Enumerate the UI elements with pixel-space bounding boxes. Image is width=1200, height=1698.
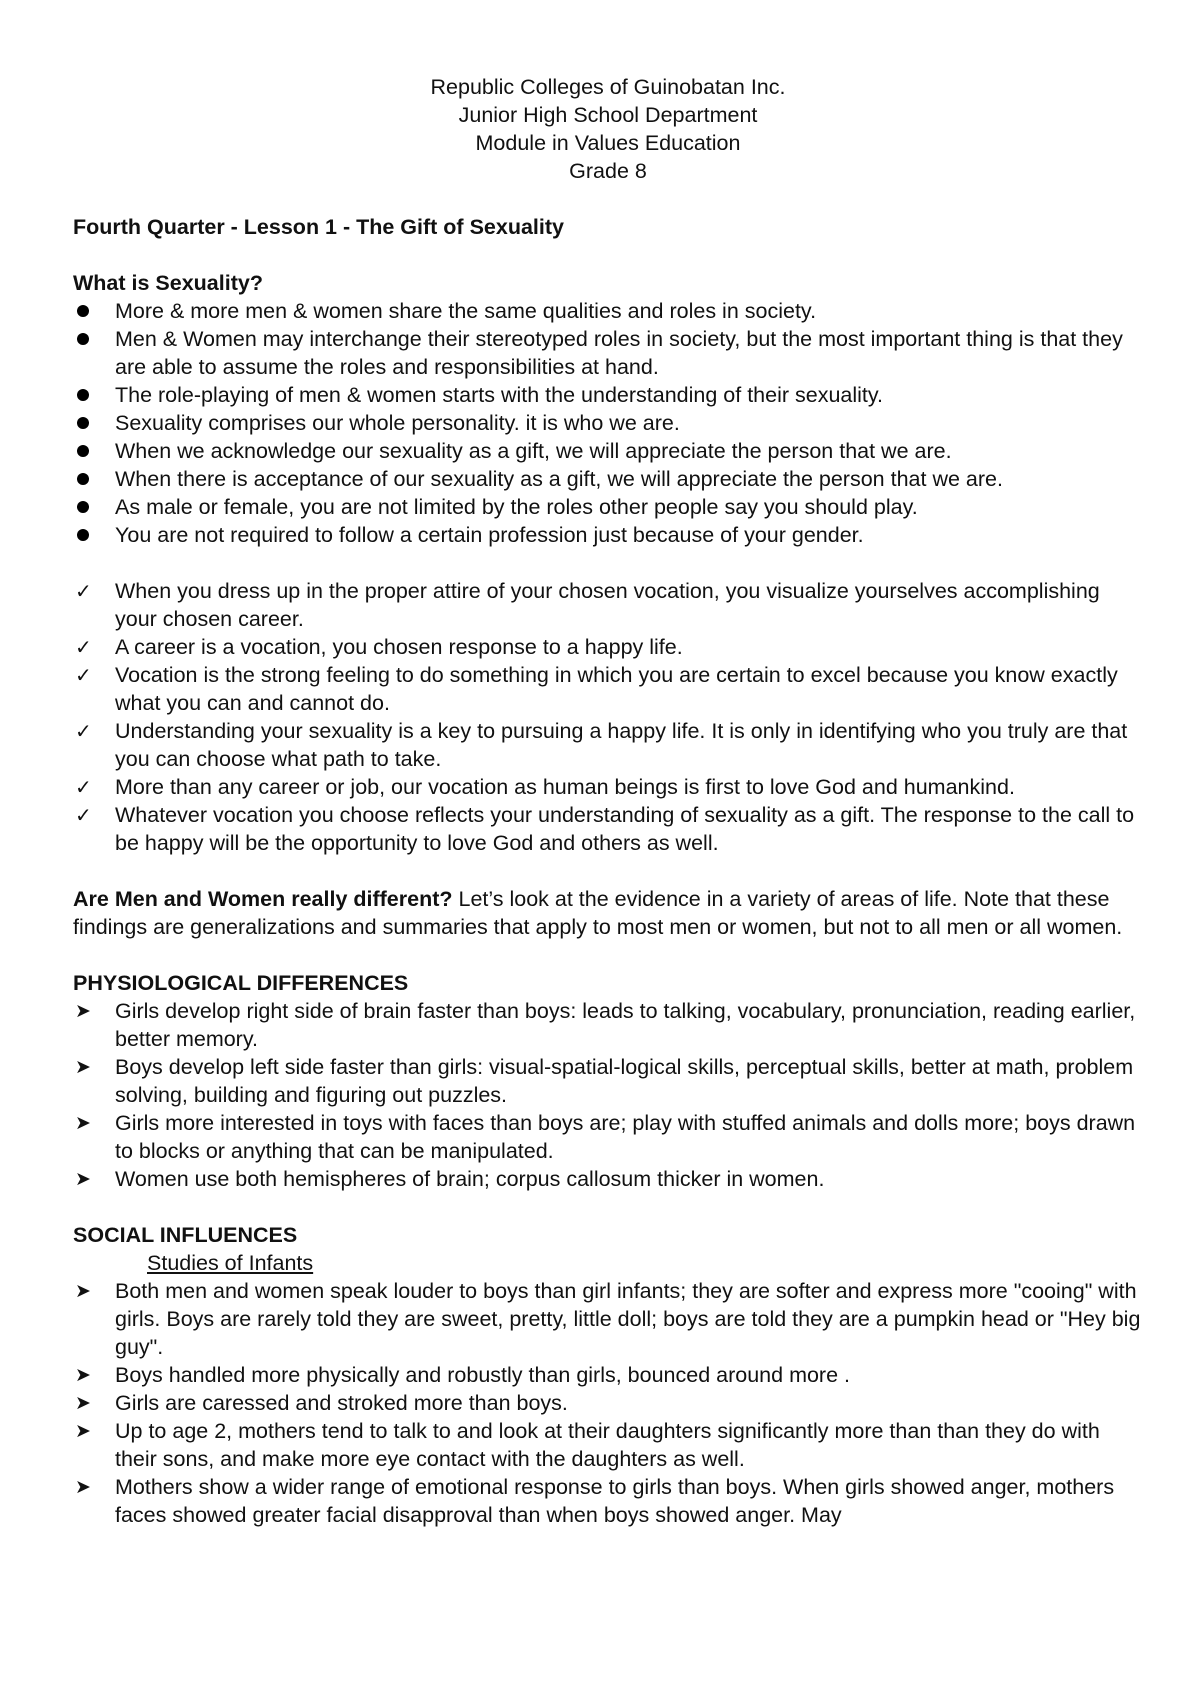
list-item-text: When we acknowledge our sexuality as a gift, we will appreciate the person that we are. — [115, 439, 952, 463]
list-item-text: Both men and women speak louder to boys than girl infants; they are softer and express more "cooing" with girls. Boys are rarely told they are sweet, pretty, little doll; boys are told they are a pumpkin head or "Hey big guy". — [115, 1279, 1141, 1359]
list-item-text: More & more men & women share the same qualities and roles in society. — [115, 299, 817, 323]
checkmark-icon: ✓ — [75, 663, 92, 687]
checkmark-icon: ✓ — [75, 579, 92, 603]
spacer — [73, 549, 1143, 577]
list-item — [73, 325, 1143, 381]
list-item — [73, 661, 1143, 717]
list-item — [73, 409, 1143, 437]
list-item-text: Girls more interested in toys with faces than boys are; play with stuffed animals and dolls more; boys drawn to blocks or anything that can be manipulated. — [115, 1111, 1136, 1163]
bullet-dot-icon — [77, 473, 89, 485]
list-item — [73, 717, 1143, 773]
vocation-check-list — [73, 577, 1143, 857]
bullet-dot-icon — [77, 305, 89, 317]
list-item-text: When you dress up in the proper attire of your chosen vocation, you visualize yourselves accomplishing your chosen career. — [115, 579, 1100, 631]
grade-level: Grade 8 — [569, 159, 647, 183]
physiological-list — [73, 997, 1143, 1193]
list-item-text: Sexuality comprises our whole personality. it is who we are. — [115, 411, 680, 435]
list-item — [73, 1389, 1143, 1417]
list-item — [73, 801, 1143, 857]
list-item — [73, 1109, 1143, 1165]
list-item — [73, 1053, 1143, 1109]
list-item-text: Understanding your sexuality is a key to pursuing a happy life. It is only in identifying who you truly are that you can choose what path to take. — [115, 719, 1128, 771]
arrowhead-icon: ➤ — [75, 1000, 91, 1022]
list-item — [73, 633, 1143, 661]
list-item-text: A career is a vocation, you chosen response to a happy life. — [115, 635, 683, 659]
list-item-text: Girls are caressed and stroked more than boys. — [115, 1391, 568, 1415]
subheading-infants: Studies of Infants — [147, 1251, 314, 1275]
document-header — [73, 73, 1143, 185]
arrowhead-icon: ➤ — [75, 1420, 91, 1442]
list-item — [73, 493, 1143, 521]
social-list — [73, 1277, 1143, 1529]
list-item — [73, 1361, 1143, 1389]
list-item — [73, 1277, 1143, 1361]
list-item-text: Mothers show a wider range of emotional response to girls than boys. When girls showed anger, mothers faces showed greater facial disapproval than when boys showed anger. May — [115, 1475, 1115, 1527]
bullet-dot-icon — [77, 417, 89, 429]
list-item-text: As male or female, you are not limited by the roles other people say you should play. — [115, 495, 918, 519]
list-item-text: Boys handled more physically and robustly than girls, bounced around more . — [115, 1363, 850, 1387]
list-item-text: Whatever vocation you choose reflects your understanding of sexuality as a gift. The response to the call to be happy will be the opportunity to love God and others as well. — [115, 803, 1135, 855]
intro-paragraph — [73, 885, 1143, 941]
intro-question: Are Men and Women really different? — [73, 887, 453, 911]
checkmark-icon: ✓ — [75, 803, 92, 827]
list-item — [73, 437, 1143, 465]
list-item-text: Women use both hemispheres of brain; corpus callosum thicker in women. — [115, 1167, 825, 1191]
list-item-text: When there is acceptance of our sexuality as a gift, we will appreciate the person that we are. — [115, 467, 1003, 491]
list-item — [73, 297, 1143, 325]
arrowhead-icon: ➤ — [75, 1392, 91, 1414]
arrowhead-icon: ➤ — [75, 1280, 91, 1302]
bullet-dot-icon — [77, 445, 89, 457]
document-page — [73, 73, 1143, 1529]
list-item-text: The role-playing of men & women starts with the understanding of their sexuality. — [115, 383, 884, 407]
list-item — [73, 997, 1143, 1053]
list-item-text: Girls develop right side of brain faster than boys: leads to talking, vocabulary, pronunciation, reading earlier, better memory. — [115, 999, 1136, 1051]
intro-text: Let’s look at the evidence in a variety of areas of life. Note that these findings are generalizations and summaries that apply to most men or women, but not to all men or all women. — [73, 887, 1123, 939]
spacer — [73, 857, 1143, 885]
list-item — [73, 521, 1143, 549]
bullet-dot-icon — [77, 529, 89, 541]
list-item — [73, 465, 1143, 493]
list-item-text: Up to age 2, mothers tend to talk to and look at their daughters significantly more than than they do with their sons, and make more eye contact with the daughters as well. — [115, 1419, 1100, 1471]
list-item — [73, 381, 1143, 409]
list-item — [73, 1417, 1143, 1473]
arrowhead-icon: ➤ — [75, 1168, 91, 1190]
bullet-dot-icon — [77, 501, 89, 513]
arrowhead-icon: ➤ — [75, 1364, 91, 1386]
bullet-dot-icon — [77, 333, 89, 345]
bullet-dot-icon — [77, 389, 89, 401]
department-name: Junior High School Department — [458, 103, 758, 127]
school-name: Republic Colleges of Guinobatan Inc. — [430, 75, 786, 99]
section-title-sexuality: What is Sexuality? — [73, 271, 263, 295]
list-item — [73, 1473, 1143, 1529]
list-item-text: Boys develop left side faster than girls: visual-spatial-logical skills, perceptual skills, better at math, problem solving, building and figuring out puzzles. — [115, 1055, 1134, 1107]
arrowhead-icon: ➤ — [75, 1056, 91, 1078]
section-title-physiological: PHYSIOLOGICAL DIFFERENCES — [73, 971, 409, 995]
list-item — [73, 773, 1143, 801]
list-item-text: Vocation is the strong feeling to do something in which you are certain to excel because you know exactly what you can and cannot do. — [115, 663, 1118, 715]
list-item-text: More than any career or job, our vocation as human beings is first to love God and humankind. — [115, 775, 1015, 799]
sexuality-bullet-list — [73, 297, 1143, 549]
checkmark-icon: ✓ — [75, 719, 92, 743]
arrowhead-icon: ➤ — [75, 1476, 91, 1498]
section-title-social: SOCIAL INFLUENCES — [73, 1223, 298, 1247]
arrowhead-icon: ➤ — [75, 1112, 91, 1134]
lesson-title: Fourth Quarter - Lesson 1 - The Gift of Sexuality — [73, 215, 564, 239]
list-item — [73, 1165, 1143, 1193]
module-name: Module in Values Education — [475, 131, 741, 155]
list-item — [73, 577, 1143, 633]
checkmark-icon: ✓ — [75, 775, 92, 799]
list-item-text: Men & Women may interchange their stereotyped roles in society, but the most important thing is that they are able to assume the roles and responsibilities at hand. — [115, 327, 1123, 379]
checkmark-icon: ✓ — [75, 635, 92, 659]
list-item-text: You are not required to follow a certain profession just because of your gender. — [115, 523, 864, 547]
